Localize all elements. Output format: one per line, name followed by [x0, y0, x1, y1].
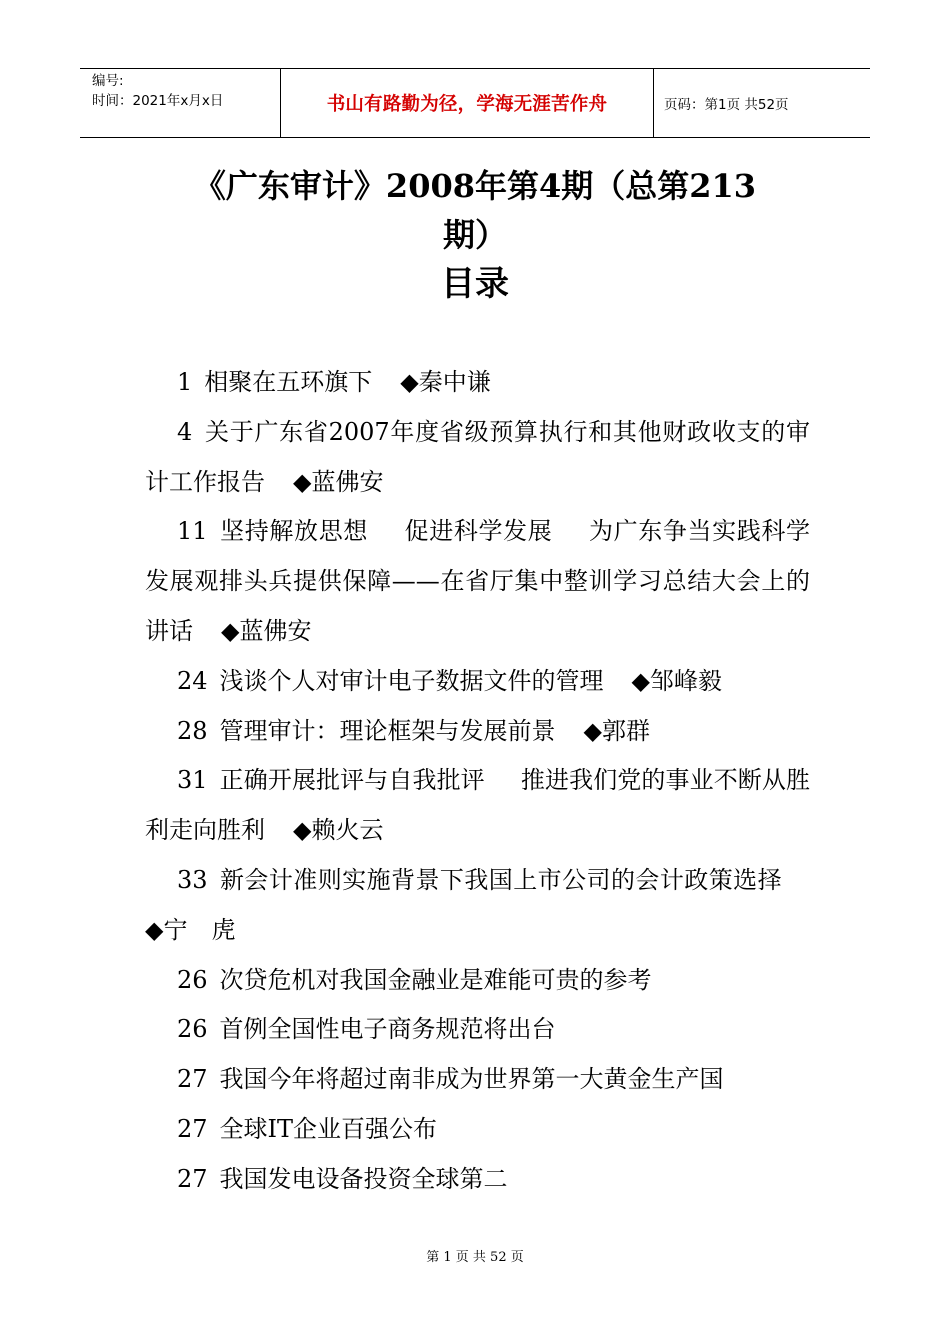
- toc-entry-author: ◆赖火云: [293, 816, 384, 845]
- id-label: 编号:: [92, 73, 124, 89]
- toc-entry-page-number: 31: [177, 766, 208, 795]
- toc-entry-author: ◆郭群: [583, 716, 651, 745]
- title-line-1: 《广东审计》2008年第4期（总第213: [193, 167, 757, 205]
- header-motto: 书山有路勤为径，学海无涯苦作舟: [281, 69, 654, 137]
- toc-entry: [145, 1155, 810, 1205]
- title-line-2: 期）: [442, 216, 507, 254]
- toc-entry: [145, 1105, 810, 1155]
- toc-entry-author: ◆蓝佛安: [293, 467, 384, 496]
- toc-entry: [145, 1005, 810, 1055]
- toc-entry-title: 次贷危机对我国金融业是难能可贵的参考: [219, 965, 652, 994]
- toc-entry-page-number: 11: [177, 517, 208, 546]
- toc-entry-title: 相聚在五环旗下: [204, 368, 373, 396]
- toc-heading: 目录: [441, 264, 509, 304]
- toc-entry-author: ◆邹峰毅: [631, 666, 723, 695]
- toc-entry-page-number: 33: [177, 865, 208, 894]
- toc-entry-title: 管理审计：理论框架与发展前景: [219, 716, 556, 745]
- toc-entry-page-number: 1: [177, 368, 193, 396]
- header-meta: [80, 69, 281, 137]
- header-page-info: 页码：第1页 共52页: [664, 97, 789, 113]
- toc-entry: [145, 956, 810, 1006]
- toc-entry: [145, 856, 810, 956]
- page-footer: 第 1 页 共 52 页: [426, 1250, 524, 1265]
- date-label: 时间：2021年x月x日: [92, 93, 224, 109]
- toc-entry-title: 坚持解放思想: [219, 517, 368, 546]
- toc-entry-title: 为广东争当实践科学发展观排头兵提供保障——在省厅集中整训学习总结大会上的讲话: [145, 517, 811, 645]
- page-header: [80, 68, 870, 138]
- toc-entry-author: ◆蓝佛安: [221, 616, 312, 645]
- toc-entry-page-number: 28: [177, 716, 208, 745]
- toc-entry-page-number: 27: [177, 1114, 208, 1143]
- toc-entry-title: 首例全国性电子商务规范将出台: [219, 1015, 556, 1044]
- toc-entry-title: 推进我们党的事业不断从胜利走向胜利: [145, 766, 811, 845]
- toc-entry-title: 我国发电设备投资全球第二: [219, 1164, 508, 1193]
- toc-entry: [145, 756, 810, 856]
- toc-entry-title: 促进科学发展: [403, 517, 553, 546]
- toc-entry: [145, 1055, 810, 1105]
- toc-entry-title: 我国今年将超过南非成为世界第一大黄金生产国: [219, 1065, 724, 1094]
- toc-entry-page-number: 27: [177, 1164, 208, 1193]
- toc-entry-title: 全球IT企业百强公布: [219, 1114, 438, 1143]
- toc-entry: [145, 707, 810, 757]
- toc-entry: [145, 507, 810, 656]
- toc-entry: [145, 408, 810, 508]
- table-of-contents: [145, 358, 810, 1205]
- toc-entry: [145, 358, 810, 408]
- toc-entry-author: ◆秦中谦: [400, 368, 491, 396]
- toc-entry-page-number: 26: [177, 965, 208, 994]
- toc-entry-author: ◆宁 虎: [145, 915, 236, 944]
- toc-entry-title: 浅谈个人对审计电子数据文件的管理: [219, 666, 604, 695]
- document-title: [0, 162, 950, 260]
- toc-entry-page-number: 24: [177, 666, 208, 695]
- toc-entry-page-number: 26: [177, 1015, 208, 1044]
- toc-entry-title: 关于广东省2007年度省级预算执行和其他财政收支的审计工作报告: [145, 417, 810, 496]
- toc-entry-page-number: 4: [177, 417, 193, 446]
- toc-entry-title: 新会计准则实施背景下我国上市公司的会计政策选择: [219, 865, 782, 894]
- toc-entry-page-number: 27: [177, 1065, 208, 1094]
- toc-entry-title: 正确开展批评与自我批评: [219, 766, 485, 795]
- toc-entry: [145, 657, 810, 707]
